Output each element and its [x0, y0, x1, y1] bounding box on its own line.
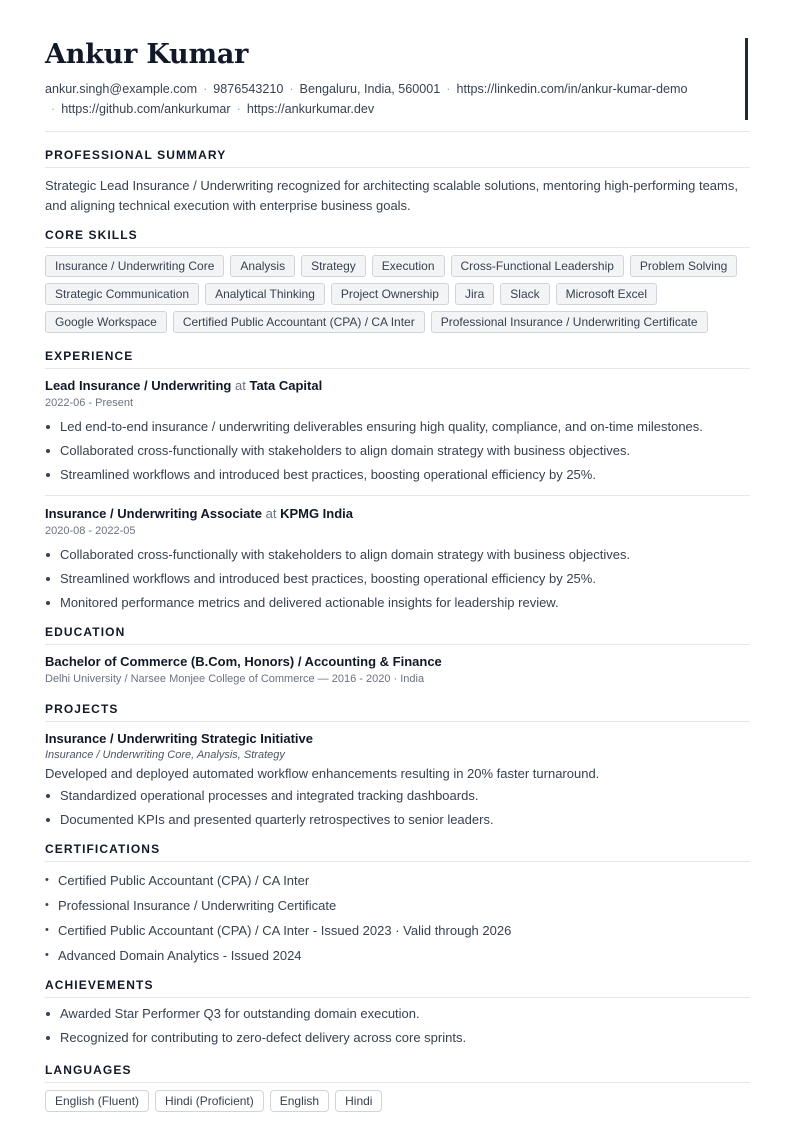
contact-website-link[interactable]: https://ankurkumar.dev — [246, 102, 375, 116]
section-title-summary: PROFESSIONAL SUMMARY — [45, 148, 750, 168]
contact-linkedin-link[interactable]: https://linkedin.com/in/ankur-kumar-demo — [456, 82, 688, 96]
skills-chip-list — [45, 255, 750, 339]
contact-github-link[interactable]: https://github.com/ankurkumar — [61, 102, 231, 116]
contact-separator: · — [203, 82, 208, 96]
achievement-item: Awarded Star Performer Q3 for outstanding domain execution. — [45, 1002, 750, 1026]
section-title-education: EDUCATION — [45, 625, 750, 645]
section-title-experience: EXPERIENCE — [45, 349, 750, 369]
job-entry — [45, 369, 750, 487]
project-description: Developed and deployed automated workflow enhancements resulting in 20% faster turnaround. — [45, 766, 600, 781]
achievement-item: Recognized for contributing to zero-defect delivery across core sprints. — [45, 1026, 750, 1050]
resume-header — [45, 0, 750, 132]
certification-item: • Certified Public Accountant (CPA) / CA Inter — [45, 868, 750, 893]
skill-chip: Professional Insurance / Underwriting Certificate — [431, 311, 708, 333]
section-title-achievements: ACHIEVEMENTS — [45, 978, 750, 998]
education-section — [45, 625, 750, 687]
summary-section — [45, 148, 750, 216]
certifications-section — [45, 842, 750, 968]
summary-text: Strategic Lead Insurance / Underwriting recognized for architecting scalable solutions, mentoring high-performing teams, and aligning technical execution with enterprise business goals. — [45, 178, 738, 213]
contact-separator: · — [289, 82, 294, 96]
experience-section — [45, 349, 750, 615]
section-title-skills: CORE SKILLS — [45, 228, 750, 248]
achievements-section — [45, 978, 750, 1050]
skill-chip: Analytical Thinking — [205, 283, 325, 305]
job-entry — [45, 495, 750, 615]
header-accent-bar — [745, 38, 748, 120]
skill-chip: Jira — [455, 283, 494, 305]
project-bullet: Standardized operational processes and integrated tracking dashboards. — [45, 784, 750, 808]
job-bullet: Led end-to-end insurance / underwriting deliverables ensuring high quality, compliance, and on-time milestones. — [45, 415, 750, 439]
skill-chip: Google Workspace — [45, 311, 167, 333]
skill-chip: Cross-Functional Leadership — [451, 255, 624, 277]
certification-item: • Certified Public Accountant (CPA) / CA Inter - Issued 2023 · Valid through 2026 — [45, 918, 750, 943]
skill-chip: Strategic Communication — [45, 283, 199, 305]
job-bullet: Streamlined workflows and introduced best practices, boosting operational efficiency by 25%. — [45, 567, 750, 591]
certification-item: • Professional Insurance / Underwriting Certificate — [45, 893, 750, 918]
job-bullet: Monitored performance metrics and delivered actionable insights for leadership review. — [45, 591, 750, 615]
job-bullet: Streamlined workflows and introduced best practices, boosting operational efficiency by 25%. — [45, 463, 750, 487]
contact-phone[interactable]: 9876543210 — [213, 82, 284, 96]
contact-line — [45, 79, 725, 119]
skill-chip: Analysis — [230, 255, 295, 277]
project-tech-stack: Insurance / Underwriting Core, Analysis, Strategy — [45, 749, 285, 761]
skill-chip: Microsoft Excel — [556, 283, 657, 305]
project-title: Insurance / Underwriting Strategic Initiative — [45, 731, 314, 746]
skill-chip: Project Ownership — [331, 283, 449, 305]
projects-section — [45, 702, 750, 832]
languages-section — [45, 1063, 750, 1118]
skill-chip: Problem Solving — [630, 255, 737, 277]
job-company: Tata Capital — [249, 378, 323, 393]
job-heading — [45, 377, 750, 395]
contact-separator: · — [51, 102, 56, 116]
skill-chip: Insurance / Underwriting Core — [45, 255, 224, 277]
job-heading — [45, 505, 750, 523]
job-role: Insurance / Underwriting Associate — [45, 506, 262, 521]
job-bullet-list — [45, 543, 750, 615]
education-degree: Bachelor of Commerce (B.Com, Honors) / Accounting & Finance — [45, 654, 442, 669]
language-chip: English — [270, 1090, 329, 1112]
job-company: KPMG India — [280, 506, 354, 521]
language-chip: Hindi (Proficient) — [155, 1090, 264, 1112]
section-title-languages: LANGUAGES — [45, 1063, 750, 1083]
job-dates: 2020-08 - 2022-05 — [45, 525, 136, 537]
resume-page — [45, 0, 750, 1118]
section-title-certifications: CERTIFICATIONS — [45, 842, 750, 862]
job-at: at — [265, 506, 277, 521]
contact-email[interactable]: ankur.singh@example.com — [45, 82, 198, 96]
project-bullet-list — [45, 784, 750, 832]
skill-chip: Execution — [372, 255, 445, 277]
language-chip: English (Fluent) — [45, 1090, 149, 1112]
skill-chip: Certified Public Accountant (CPA) / CA Inter — [173, 311, 425, 333]
job-bullet: Collaborated cross-functionally with stakeholders to align domain strategy with business objectives. — [45, 439, 750, 463]
skills-section — [45, 228, 750, 339]
language-chip: Hindi — [335, 1090, 382, 1112]
job-dates: 2022-06 - Present — [45, 397, 134, 409]
education-school: Delhi University / Narsee Monjee College of Commerce — 2016 - 2020 · India — [45, 673, 425, 685]
job-role: Lead Insurance / Underwriting — [45, 378, 232, 393]
job-bullet-list — [45, 415, 750, 487]
skill-chip: Strategy — [301, 255, 366, 277]
language-chip-list — [45, 1090, 750, 1118]
contact-location: Bengaluru, India, 560001 — [299, 82, 441, 96]
section-title-projects: PROJECTS — [45, 702, 750, 722]
certification-list — [45, 868, 750, 968]
project-bullet: Documented KPIs and presented quarterly retrospectives to senior leaders. — [45, 808, 750, 832]
achievement-list — [45, 1002, 750, 1050]
certification-item: • Advanced Domain Analytics - Issued 2024 — [45, 943, 750, 968]
job-bullet: Collaborated cross-functionally with stakeholders to align domain strategy with business objectives. — [45, 543, 750, 567]
skill-chip: Slack — [500, 283, 549, 305]
contact-separator: · — [446, 82, 451, 96]
job-at: at — [235, 378, 246, 393]
candidate-name: Ankur Kumar — [45, 39, 249, 70]
contact-separator: · — [236, 102, 241, 116]
